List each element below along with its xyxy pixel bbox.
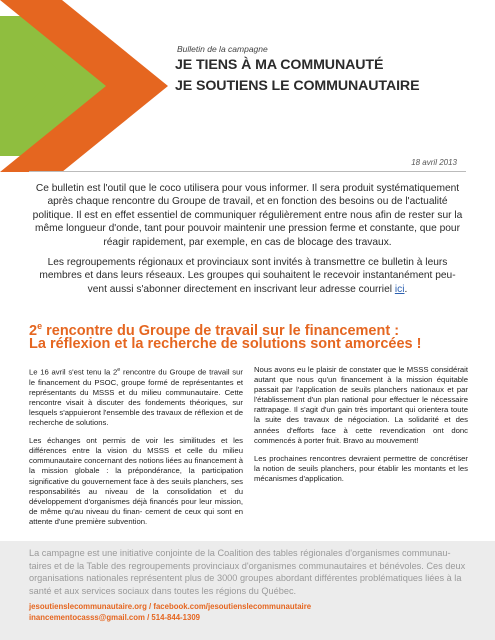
header — [0, 0, 495, 172]
left-paragraph-2: Les échanges ont permis de voir les similitudes et les différences entre la vision du MSSS et celle du milieu communautaire concernant des notions liées au financement à la mission globale : la prépondérance, la participation significative du gouvernement face à des seuils planchers, ses responsabilités au niveau de la consolidation et du développement d'organismes déjà financés pour leur mission, de même qu'au niveau du finan- cement de ceux qui sont en attente d'une première subvention. — [29, 436, 243, 526]
right-column — [254, 365, 468, 492]
left-p1-start: Le 16 avril s'est tenu la 2 — [29, 367, 118, 377]
section-title-rest: rencontre du Groupe de travail sur le financement : — [42, 322, 400, 339]
left-p1-superscript: e — [117, 367, 121, 373]
footer-email-phone[interactable]: inancementocasss@gmail.com / 514-844-1309 — [29, 613, 200, 622]
left-p1-rest: rencontre du Groupe de travail sur le financement du PSOC, groupe formé de représentantes et représentants du MSSS et du milieu communautaire. Cette rencontre visait à discuter des fondements théoriques, sur lesquels s'appuieront l'ensemble des travaux de réflexion et de recherche de solutions. — [29, 367, 243, 428]
section-title-line2: La réflexion et la recherche de solutions sont amorcées ! — [29, 336, 422, 352]
intro-paragraph-2 — [29, 256, 466, 296]
section-title-number: 2 — [29, 322, 38, 339]
right-paragraph-2: Les prochaines rencontres devraient permettre de concrétiser la notion de seuils planchers, pour établir les montants et les mécanismes d'application. — [254, 453, 468, 483]
bulletin-supertitle: Bulletin de la campagne — [177, 44, 268, 54]
footer-description: La campagne est une initiative conjointe de la Coalition des tables régionales d'organismes communau- taires et de la Table des regroupements provinciaux d'organismes communautaires et bénévoles. Ces deux organisations nationales représentent plus de 3000 groupes abordant différentes problématiques liées à la santé et aux services sociaux dans toutes les régions du Québec. — [29, 548, 466, 596]
right-paragraph-1: Nous avons eu le plaisir de constater que le MSSS considérait autant que nous qu'un financement à la mission équitable passait par l'application de seuils planchers nationaux et par l'établissement d'un plan national pour effectuer le nécessaire rattrapage. Il s'agit d'un gain très important qui orientera toute la suite des travaux de négociation. La solidarité et des années d'efforts face à cette revendication ont donc commencés à porter fruit. Bravo au mouvement! — [254, 365, 468, 445]
intro-paragraph-2-end: . — [404, 283, 408, 295]
header-divider — [29, 171, 466, 172]
intro-paragraph-1: Ce bulletin est l'outil que le coco utilisera pour vous informer. Il sera produit systématiquement après chaque rencontre du Groupe de travail, et en fonction des besoins ou de l'actualité politique. Il est en effet essentiel de communiquer régulièrement entre nous afin de rester sur la même longueur d'onde, tant pour pouvoir maintenir une pression ferme et constante, que pour réagir rapidement, par exemple, en cas de blocage des travaux. — [32, 183, 463, 248]
campaign-title-line1: JE TIENS À MA COMMUNAUTÉ — [175, 57, 384, 73]
footer-contact — [29, 601, 311, 623]
subscribe-link[interactable]: ici — [394, 283, 405, 295]
left-paragraph-1 — [29, 365, 243, 428]
bulletin-date: 18 avril 2013 — [411, 158, 457, 167]
intro-paragraph-2-text: Les regroupements régionaux et provinciaux sont invités à transmettre ce bulletin à leurs membres et dans leurs réseaux. Les groupes qui souhaitent le recevoir instantanément peu- vent aussi s'abonner directement en inscrivant leur adresse courriel — [39, 257, 456, 295]
footer-web-links[interactable]: jesoutienslecommunautaire.org / facebook.com/jesoutienslecommunautaire — [29, 602, 312, 611]
left-column — [29, 365, 243, 535]
campaign-title-line2: JE SOUTIENS LE COMMUNAUTAIRE — [175, 78, 420, 94]
section-title-superscript: e — [37, 321, 43, 331]
chevron-logo-graphic — [0, 0, 180, 172]
